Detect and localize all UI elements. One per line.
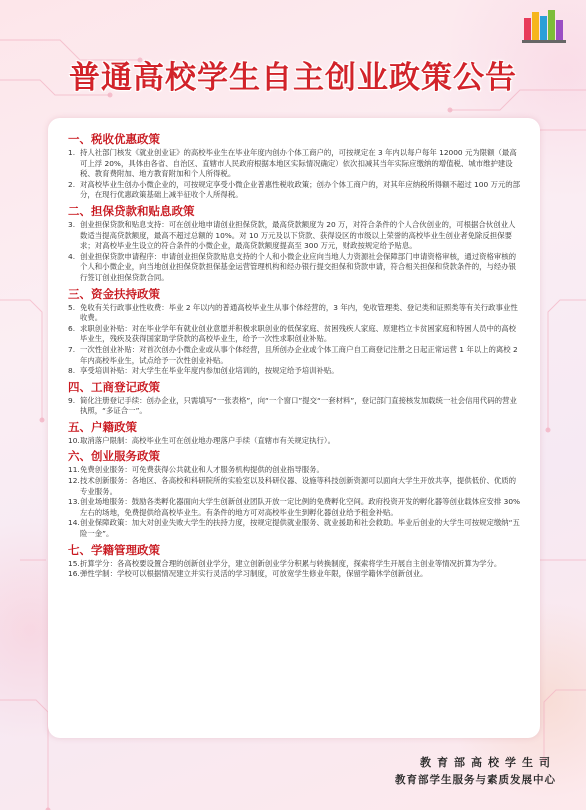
policy-item [68,476,522,497]
policy-item-text: 简化注册登记手续：创办企业，只需填写“一张表格”，向“一个窗口”提交“一套材料”，登记部门直接核发加载统一社会信用代码的营业执照，“多证合一”。 [80,395,517,416]
policy-item-text: 创业担保贷款申请程序：申请创业担保贷款贴息支持的个人和小微企业应向当地人力资源社会保障部门申请资格审核，通过资格审核的个人和小微企业，向当地创业担保贷款担保基金运营管理机构和经办银行提交担保和贷款申请，符合相关担保和贷款条件的，与经办银行签订创业担保贷款合同。 [80,251,517,282]
policy-item-number: 2. [68,179,76,189]
policy-item [68,252,522,284]
policy-item-text: 享受培训补贴：对大学生在毕业年度内参加创业培训的，按规定给予培训补贴。 [80,366,339,376]
policy-item [68,366,522,377]
policy-item-number: 14. [68,518,80,528]
issuer-block [395,754,556,789]
issuer-line-2: 教育部学生服务与素质发展中心 [395,774,556,786]
issuer-line-1: 教育部高校学生司 [420,756,556,769]
section-title: 一、税收优惠政策 [68,132,160,146]
policy-item-number: 7. [68,344,76,354]
policy-item-number: 8. [68,366,76,376]
policy-item-number: 15. [68,558,80,568]
policy-item [68,518,522,539]
books-logo-icon [520,6,568,46]
policy-item [68,148,522,180]
policy-item [68,345,522,366]
policy-item-text: 折算学分：各高校要设置合理的创新创业学分，建立创新创业学分积累与转换制度，探索将学生开展自主创业等情况折算为学分。 [80,558,502,568]
section-title: 二、担保贷款和贴息政策 [68,203,195,218]
policy-item-number: 6. [68,323,76,333]
policy-item-text: 创业担保贷款和贴息支持：可在创业地申请创业担保贷款，最高贷款额度为 20 万，对符合条件的个人合伙创业的，可根据合伙创业人数适当提高贷款额度，最高不超过总额的 10%。对 10 万元及以下贷款、获得设区的市级以上荣誉的高校毕业生创业者免除反担保要求；对高校毕业生设立的符合条件的小微企业，最高贷款额度提高至 300 万元，财政按规定给予贴息。 [80,219,516,251]
section-title: 六、创业服务政策 [68,449,160,464]
policy-item [68,569,522,580]
policy-item-number: 11. [68,465,80,475]
policy-item-text: 对高校毕业生创办小微企业的，可按规定享受小微企业普惠性税收政策；创办个体工商户的，对其年应纳税所得额不超过 100 万元的部分，在现行优惠政策基础上减半征收个人所得税。 [80,179,521,200]
policy-item-text: 技术创新服务：各地区、各高校和科研院所的实验室以及科研仪器、设施等科技创新资源可以面向大学生开放共享，提供低价、优质的专业服务。 [80,476,517,496]
policy-item [68,497,522,518]
policy-item-number: 1. [68,148,76,157]
policy-item-number: 4. [68,251,76,261]
policy-item [68,180,522,201]
policy-item-text: 创业保障政策：加大对创业失败大学生的扶持力度，按规定提供就业服务、就业援助和社会救助。毕业后创业的大学生可按规定缴纳“五险一金”。 [80,518,520,539]
policy-item-text: 取消落户限制：高校毕业生可在创业地办理落户手续（直辖市有关规定执行）。 [80,435,335,445]
policy-item [68,436,522,447]
section-title: 四、工商登记政策 [68,379,160,394]
policy-item-text: 持人社部门核发《就业创业证》的高校毕业生在毕业年度内创办个体工商户的，可按规定在 3 年内以每户每年 12000 元为限额（最高可上浮 20%，具体由各省、自治区、直辖市人民政府根据本地区实际情况确定）依次扣减其当年实际应缴纳的增值税、城市维护建设税、教育费附加、地方教育附加和个人所得税。 [80,148,517,179]
policy-item [68,324,522,345]
section-title: 七、学籍管理政策 [68,542,160,557]
policy-item [68,465,522,476]
policy-item [68,559,522,570]
section-title: 五、户籍政策 [68,419,137,434]
policy-item [68,303,522,324]
policy-item-number: 10. [68,435,80,445]
policy-item [68,220,522,252]
policy-item [68,396,522,417]
policy-item-number: 12. [68,476,80,486]
section-title: 三、资金扶持政策 [68,286,160,301]
policy-item-text: 免收有关行政事业性收费：毕业 2 年以内的普通高校毕业生从事个体经营的，3 年内，免收管理类、登记类和证照类等有关行政事业性收费。 [80,302,518,323]
policy-item-number: 3. [68,219,76,229]
page-title: 普通高校学生自主创业政策公告 [69,60,517,96]
policy-item-text: 免费创业服务：可免费获得公共就业和人才服务机构提供的创业指导服务。 [80,465,324,475]
policy-item-text: 创业场地服务：鼓励各类孵化器面向大学生创新创业团队开放一定比例的免费孵化空间。政府投资开发的孵化器等创业载体应安排 30% 左右的场地，免费提供给高校毕业生。有条件的地方可对高校毕业生到孵化器创业给予租金补贴。 [80,497,521,517]
policy-item-text: 求职创业补贴：对在毕业学年有就业创业意愿并积极求职创业的低保家庭、贫困残疾人家庭、原建档立卡贫困家庭和特困人员中的高校毕业生，残疾及获得国家助学贷款的高校毕业生，给予一次性求职创业补贴。 [80,323,517,344]
policy-item-number: 5. [68,302,76,312]
policy-item-text: 一次性创业补贴：对首次创办小微企业或从事个体经营，且所创办企业或个体工商户自工商登记注册之日起正常运营 1 年以上的离校 2 年内高校毕业生，试点给予一次性创业补贴。 [80,344,518,365]
policy-content-card [48,118,540,738]
policy-item-number: 9. [68,395,76,405]
policy-item-number: 16. [68,569,80,579]
policy-item-number: 13. [68,497,80,507]
policy-item-text: 弹性学制：学校可以根据情况建立并实行灵活的学习制度，可放宽学生修业年限，保留学籍休学创新创业。 [80,569,428,579]
